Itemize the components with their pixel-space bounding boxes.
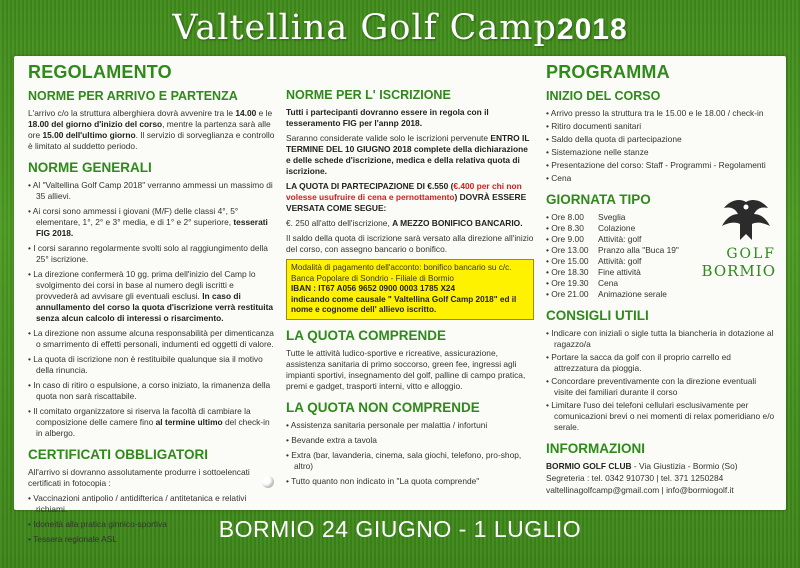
cert-item: • Tessera regionale ASL	[28, 534, 117, 544]
poster-title	[0, 8, 800, 48]
general-item: • La direzione confermerà 10 gg. prima dell'inizio del Camp lo svolgimento dei corsi in base al numero degli iscritti e provvederà ad avvisare gli eventuali esclusi. In caso di annullamento del corso la quota d'iscrizione verrà restituita senza alcun calcolo di interessi o risarcimento.	[28, 269, 274, 323]
heading-consigli-utili: CONSIGLI UTILI	[546, 308, 649, 323]
general-item: • Il comitato organizzatore si riserva la facoltà di cambiare la composizione delle camere fino al termine ultimo del check-in in albergo.	[28, 406, 270, 438]
reg-p5: Il saldo della quota di iscrizione sarà versato alla direzione all'inizio del corso, con assegno bancario o bonifico.	[286, 233, 534, 254]
schedule-time: • Ore 21.00	[546, 289, 589, 299]
cert-item: • Vaccinazioni antipolio / antidifterica / antitetanica e relativi richiami.	[28, 493, 247, 514]
info-phones: Segreteria : tel. 0342 910730 | tel. 371 1250284	[546, 473, 724, 483]
schedule-activity: Animazione serale	[598, 289, 667, 299]
reg-p3: LA QUOTA DI PARTECIPAZIONE DI €.550 (€.400 per chi non volesse usufruire di cena e pernottamento) DOVRÀ ESSERE VERSATA COME SEGUE:	[286, 181, 527, 213]
schedule-time: • Ore 15.00	[546, 256, 589, 266]
title-year: 2018	[556, 13, 628, 46]
heading-norme-iscrizione: NORME PER L' ISCRIZIONE	[286, 88, 451, 102]
schedule-row	[546, 289, 776, 300]
arrival-text: L'arrivo c/o la struttura alberghiera dovrà avvenire tra le 14.00 e le 18.00 del giorno d'inizio del corso, mentre la partenza sarà alle ore 15.00 dell'ultimo giorno. Il servizio di sorveglianza e controllo è limitato al suddetto periodo.	[28, 108, 275, 151]
tip-item: • Limitare l'uso dei telefoni cellulari esclusivamente per comunicazioni brevi o nei momenti di relax pomeridiano e/o serale.	[546, 400, 775, 432]
reg-p4: €. 250 all'atto dell'iscrizione, A MEZZO BONIFICO BANCARIO.	[286, 218, 523, 228]
reg-p2: Saranno considerate valide solo le iscrizioni pervenute ENTRO IL TERMINE DEL 10 GIUGNO 2018 complete della dichiarazione e delle schede d'iscrizione, medica e della relativa quota di iscrizione.	[286, 133, 530, 176]
start-item: • Ritiro documenti sanitari	[546, 121, 642, 131]
golf-ball-icon	[262, 476, 274, 488]
golf-bormio-logo	[696, 196, 776, 286]
general-item: • Al "Valtellina Golf Camp 2018" verranno ammessi un massimo di 35 allievi.	[28, 180, 273, 201]
start-item: • Arrivo presso la struttura tra le 15.00 e le 18.00 / check-in	[546, 108, 764, 118]
heading-quota-comprende: LA QUOTA COMPRENDE	[286, 327, 446, 343]
heading-certificati: CERTIFICATI OBBLIGATORI	[28, 447, 208, 462]
schedule-activity: Pranzo alla "Buca 19"	[598, 245, 679, 255]
schedule-time: • Ore 8.00	[546, 212, 584, 222]
heading-giornata-tipo: GIORNATA TIPO	[546, 192, 651, 207]
schedule-time: • Ore 8.30	[546, 223, 584, 233]
excl-item: • Bevande extra a tavola	[286, 434, 377, 445]
schedule-activity: Colazione	[598, 223, 636, 233]
logo-bormio: BORMIO	[701, 262, 776, 280]
start-item: • Saldo della quota di partecipazione	[546, 134, 682, 144]
start-item: • Sistemazione nelle stanze	[546, 147, 649, 157]
certs-intro: All'arrivo si dovranno assolutamente produrre i sottoelencati certificati in fotocopia :	[28, 467, 250, 488]
payment-box	[286, 259, 534, 320]
general-item: • In caso di ritiro o espulsione, a corso iniziato, la rimanenza della quota non sarà riscattabile.	[28, 380, 271, 401]
schedule-time: • Ore 18.30	[546, 267, 589, 277]
column-iscrizione	[286, 56, 534, 510]
start-item: • Cena	[546, 173, 572, 183]
payment-line: Modalità di pagamento dell'acconto: bonifico bancario su c/c. Banca Popolare di Sondrio - Filiale di Bormio	[291, 263, 512, 283]
column-regolamento	[28, 56, 276, 544]
general-item: • La direzione non assume alcuna responsabilità per dimenticanza o smarrimento di effetti personali, indumenti ed oggetti di valore.	[28, 328, 274, 349]
schedule-time: • Ore 19.30	[546, 278, 589, 288]
info-emails: valtellinagolfcamp@gmail.com | info@bormiogolf.it	[546, 485, 734, 495]
heading-norme-generali: NORME GENERALI	[28, 160, 152, 175]
heading-programma: PROGRAMMA	[546, 62, 670, 82]
cert-item: • Idoneità alla pratica ginnico-sportiva	[28, 519, 167, 529]
footer-dates: BORMIO 24 GIUGNO - 1 LUGLIO	[218, 516, 582, 542]
schedule-activity: Attività: golf	[598, 256, 642, 266]
schedule-activity: Fine attività	[598, 267, 641, 277]
heading-informazioni: INFORMAZIONI	[546, 441, 645, 456]
tips-list	[546, 328, 776, 433]
general-item: • I corsi saranno regolarmente svolti solo al raggiungimento della 25° iscrizione.	[28, 243, 268, 264]
heading-quota-non-comprende: LA QUOTA NON COMPRENDE	[286, 399, 480, 415]
incl-text: Tutte le attività ludico-sportive e ricreative, assicurazione, assistenza sanitaria di primo soccorso, green fee, ingressi agli impianti sportivi, insegnamento del golf, palline di campo pratica, premi e gadget, trasporti interni, vitto e alloggio.	[286, 347, 526, 391]
tip-item: • Indicare con iniziali o sigle tutta la biancheria in dotazione al ragazzo/a	[546, 328, 774, 349]
title-text: Valtellina Golf Camp	[172, 8, 557, 48]
logo-golf: GOLF	[726, 246, 776, 262]
schedule-time: • Ore 13.00	[546, 245, 589, 255]
heading-arrivo-partenza: NORME PER ARRIVO E PARTENZA	[28, 89, 238, 103]
schedule-activity: Sveglia	[598, 212, 626, 222]
heading-regolamento: REGOLAMENTO	[28, 62, 172, 82]
start-list	[546, 108, 776, 184]
tip-item: • Concordare preventivamente con la direzione eventuali visite dei familiari durante il corso	[546, 376, 757, 397]
excl-item: • Assistenza sanitaria personale per malattia / infortuni	[286, 419, 488, 430]
schedule-activity: Cena	[598, 278, 619, 288]
start-item: • Presentazione del corso: Staff - Programmi - Regolamenti	[546, 160, 766, 170]
eagle-icon	[716, 196, 776, 246]
tip-item: • Portare la sacca da golf con il proprio carrello ed attrezzatura da pioggia.	[546, 352, 731, 373]
general-item: • La quota di iscrizione non è restituibile qualunque sia il motivo della rinuncia.	[28, 354, 263, 375]
reg-p1: Tutti i partecipanti dovranno essere in regola con il tesseramento FIG per l'annp 2018.	[286, 107, 489, 128]
excl-item: • Tutto quanto non indicato in "La quota comprende"	[286, 475, 480, 486]
general-item: • Ai corsi sono ammessi i giovani (M/F) delle classi 4°, 5° elementare, 1°, 2° e 3° media, e di 1° e 2° superiore, tesserati FIG 2018.	[28, 206, 268, 238]
heading-inizio-corso: INIZIO DEL CORSO	[546, 89, 661, 103]
schedule-activity: Attività: golf	[598, 234, 642, 244]
schedule-time: • Ore 9.00	[546, 234, 584, 244]
payment-causale: indicando come causale " Valtellina Golf Camp 2018" ed il nome e cognome dell' allievo iscritto.	[291, 294, 517, 314]
info-club: BORMIO GOLF CLUB - Via Giustizia - Bormio (So)	[546, 461, 738, 471]
column-programma	[546, 56, 776, 510]
iban-line: IBAN : IT67 A056 9652 0900 0003 1785 X24	[291, 284, 456, 293]
excl-item: • Extra (bar, lavanderia, cinema, sala giochi, telefono, pro-shop, altro)	[286, 449, 522, 471]
